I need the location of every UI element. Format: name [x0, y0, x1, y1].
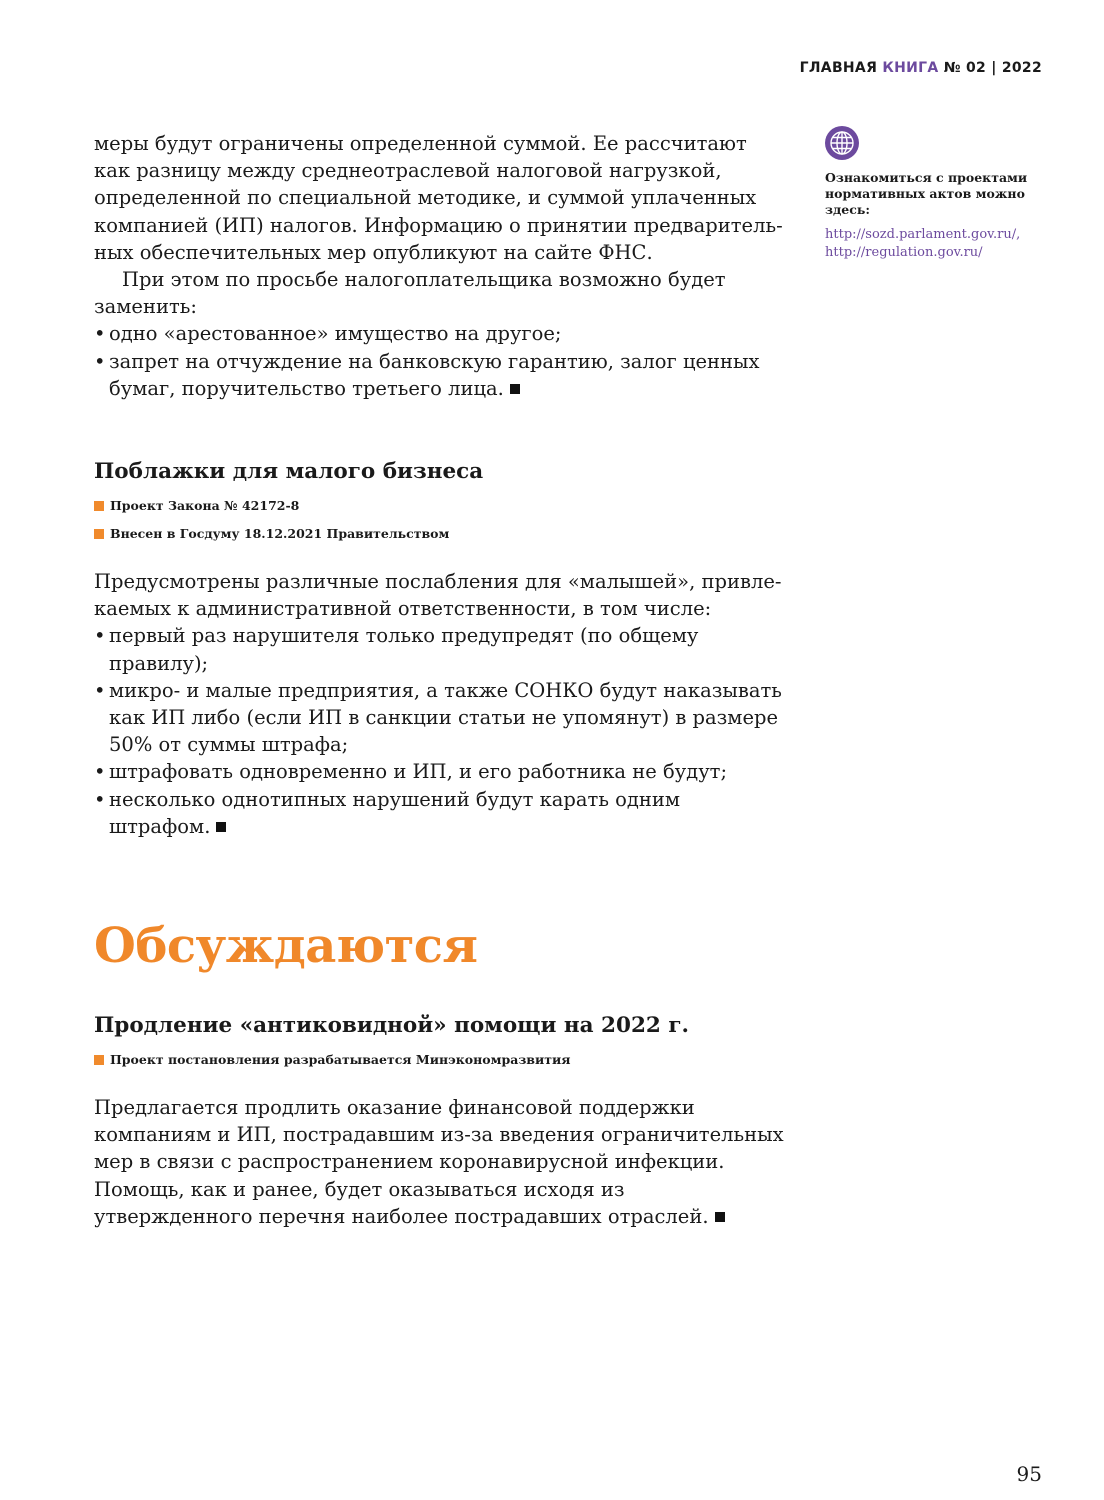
page-number: 95	[1016, 1462, 1042, 1486]
paragraph: Предлагается продлить оказание финансовой поддержки компаниям и ИП, пострадавшим из-за введения ограничительных мер в связи с распространением коронавирусной инфекции. Помощь, как и ранее, будет оказываться исходя из утвержденного перечня наиболее пострадавших отраслей.	[94, 1096, 784, 1228]
link-list	[825, 226, 1055, 262]
paragraph: Предусмотрены различные послабления для «малышей», привлекаемых к административной ответственности, в том числе:	[94, 570, 782, 621]
section-heading: Продление «антиковидной» помощи на 2022 г.	[94, 1013, 690, 1039]
meta-line: Проект Закона № 42172-8	[94, 498, 784, 514]
end-mark-icon	[510, 384, 520, 394]
list-item: • микро- и малые предприятия, а также СОНКО будут наказывать как ИП либо (если ИП в санкции статьи не упомянут) в размере 50% от суммы штрафа;	[94, 677, 784, 759]
orange-square-icon	[94, 529, 104, 539]
end-mark-icon	[216, 822, 226, 832]
sidebar-note	[825, 126, 1055, 262]
main-column	[94, 130, 784, 1230]
running-header	[800, 60, 1042, 76]
link-sozd[interactable]: http://sozd.parlament.gov.ru/,	[825, 227, 1021, 242]
sidebar-title: Ознакомиться с проектами нормативных актов можно здесь:	[825, 170, 1028, 217]
list-item: • штрафовать одновременно и ИП, и его работника не будут;	[94, 758, 784, 785]
orange-square-icon	[94, 501, 104, 511]
bullet-list	[94, 320, 784, 402]
orange-square-icon	[94, 1055, 104, 1065]
list-item: • запрет на отчуждение на банковскую гарантию, залог ценных бумаг, поручительство третьего лица.	[94, 348, 784, 402]
section-title: Обсуждаются	[94, 918, 478, 975]
list-item: • несколько однотипных нарушений будут карать одним штрафом.	[94, 786, 784, 840]
meta-line: Внесен в Госдуму 18.12.2021 Правительством	[94, 526, 784, 542]
section-heading: Поблажки для малого бизнеса	[94, 459, 484, 485]
end-mark-icon	[715, 1212, 725, 1222]
globe-icon	[825, 126, 859, 160]
paragraph: меры будут ограничены определенной суммой. Ее рассчитают как разницу между среднеотраслевой налоговой нагрузкой, определенной по специальной методике, и суммой уплаченных компанией (ИП) налогов. Информацию о принятии предварительных обеспечительных мер опубликуют на сайте ФНС.	[94, 132, 783, 264]
meta-line: Проект постановления разрабатывается Минэкономразвития	[94, 1052, 784, 1068]
brand-accent: КНИГА	[882, 60, 939, 76]
list-item: • одно «арестованное» имущество на другое;	[94, 320, 784, 347]
list-item: • первый раз нарушителя только предупредят (по общему правилу);	[94, 622, 784, 676]
paragraph: При этом по просьбе налогоплательщика возможно будет заменить:	[94, 268, 726, 319]
issue-number: № 02 | 2022	[943, 60, 1042, 76]
bullet-list	[94, 622, 784, 840]
link-regulation[interactable]: http://regulation.gov.ru/	[825, 245, 983, 260]
brand-main: ГЛАВНАЯ	[799, 60, 878, 76]
